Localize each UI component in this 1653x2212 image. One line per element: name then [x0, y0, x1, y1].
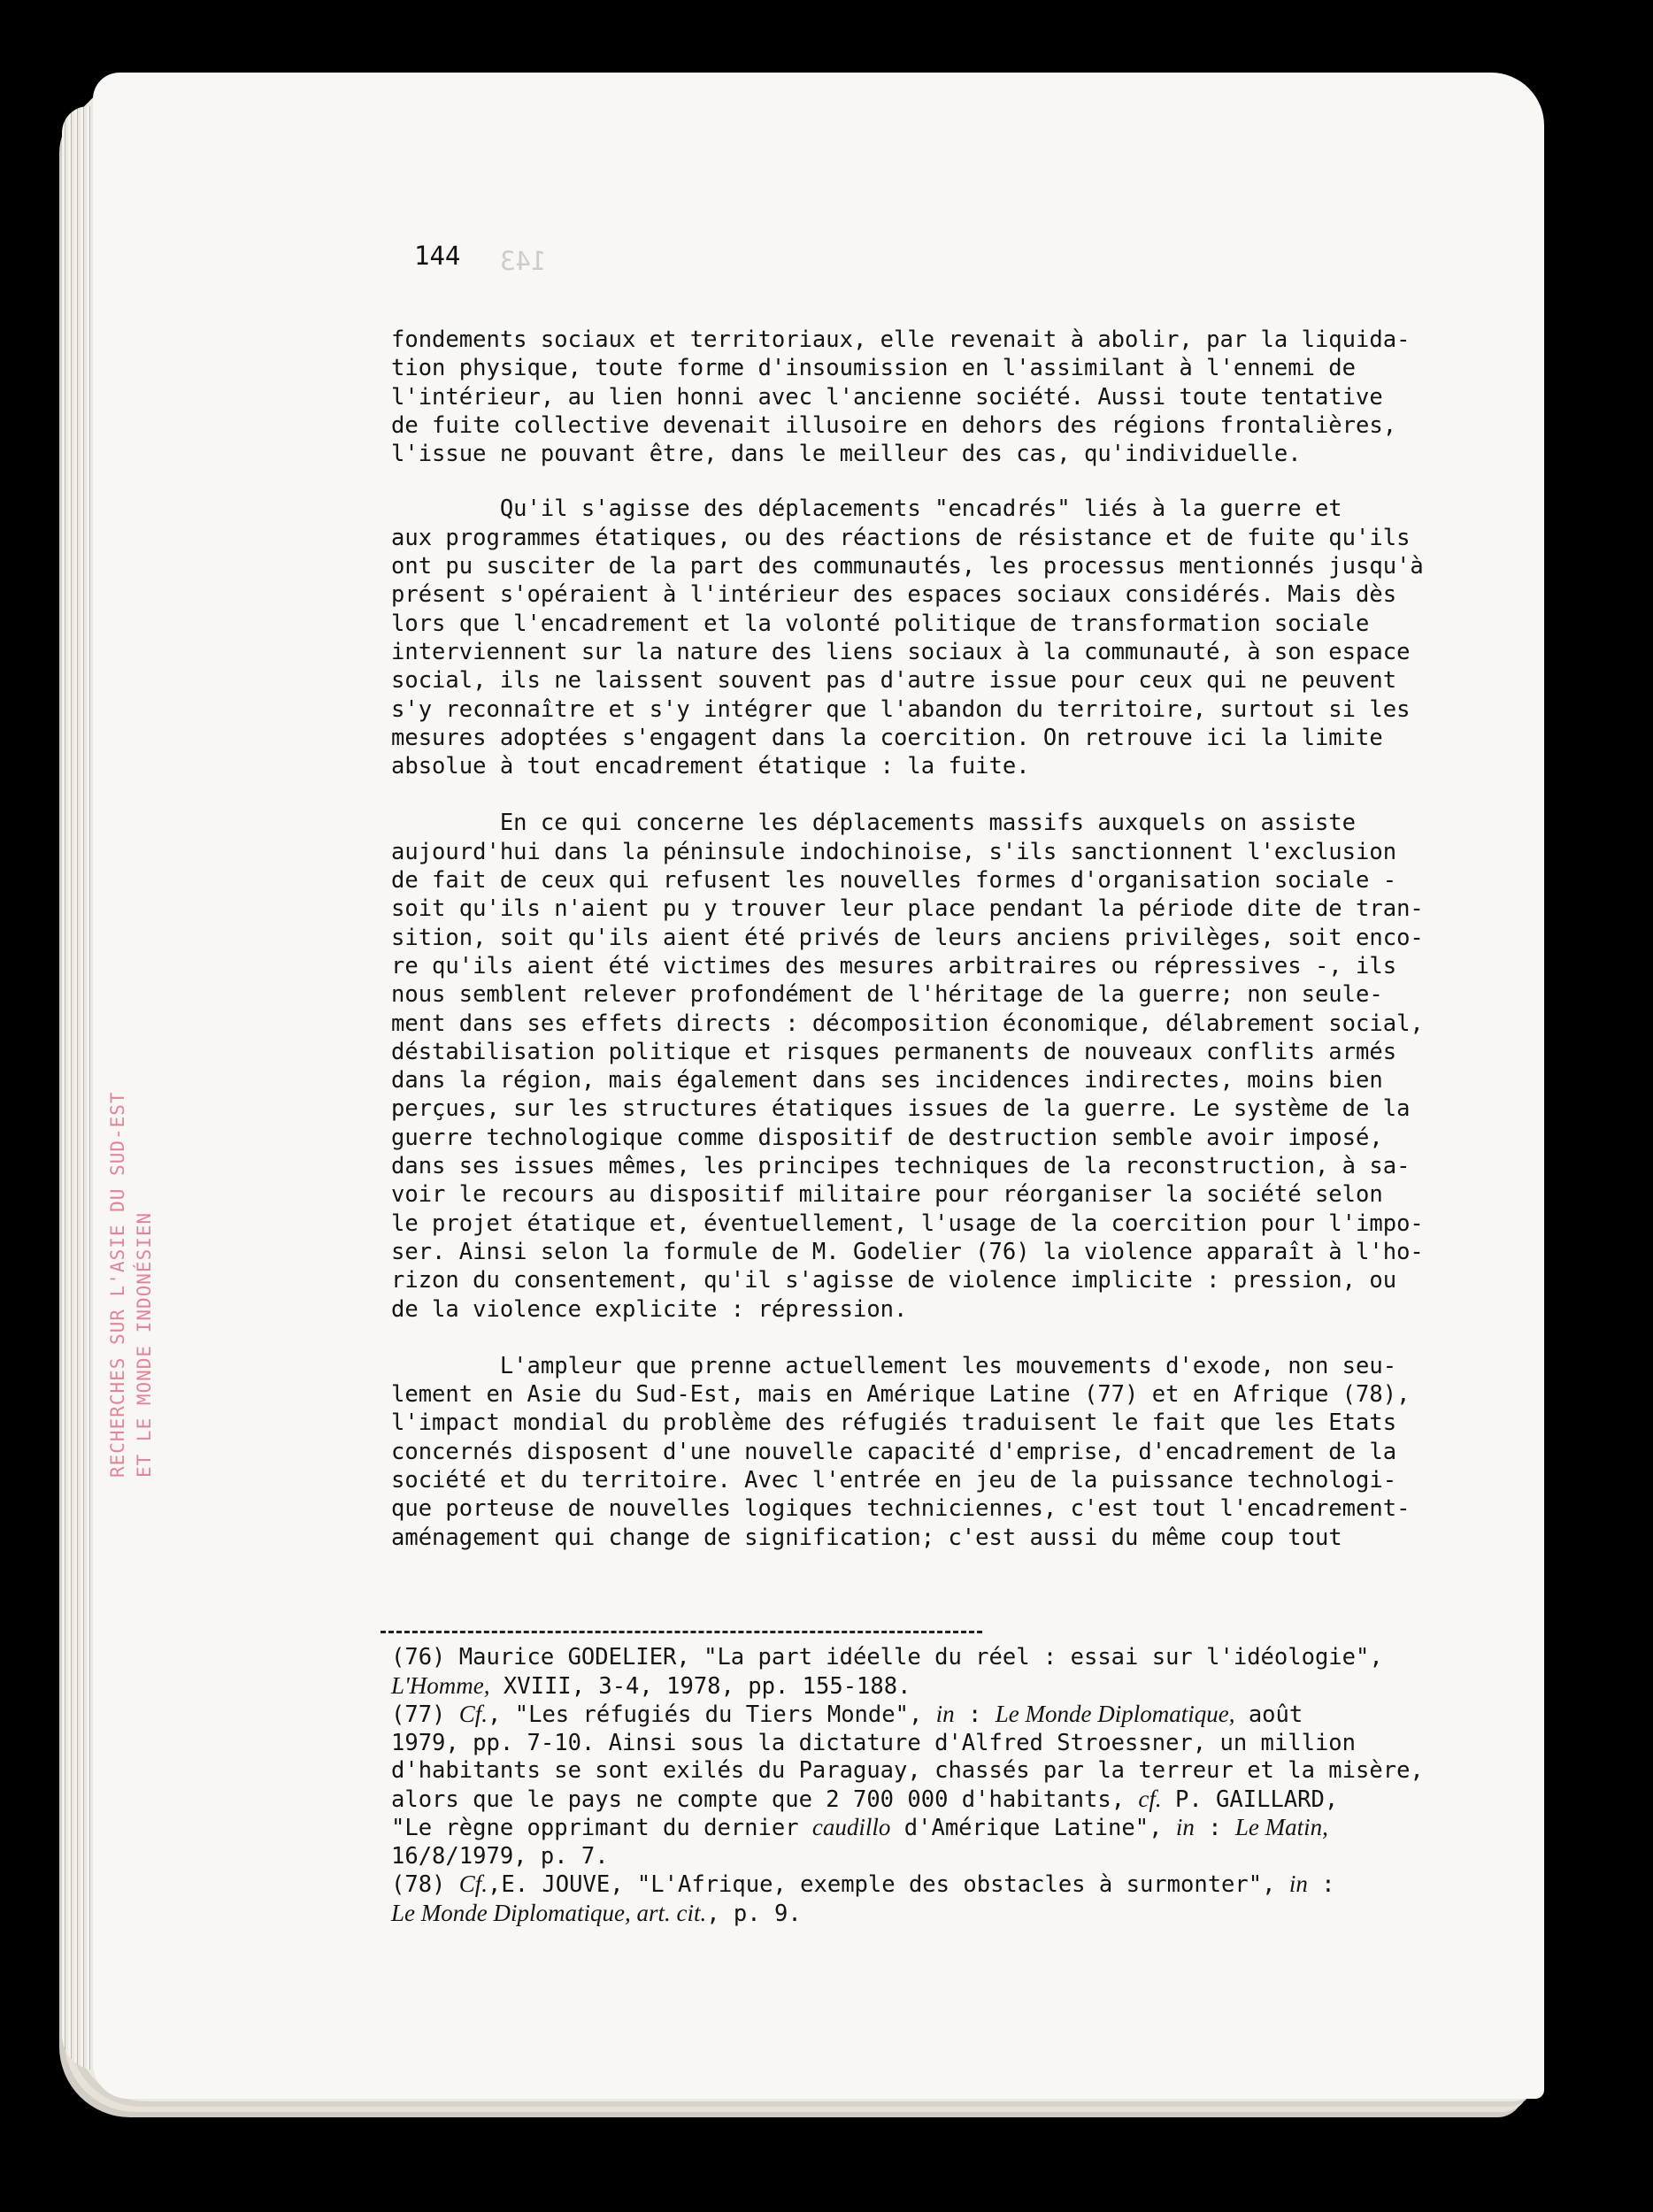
footnote-text: P. GAILLARD, [1161, 1786, 1339, 1813]
footnote-italic: caudillo [811, 1814, 891, 1840]
line: mesures adoptées s'engagent dans la coercition. On retrouve ici la limite [391, 724, 1383, 751]
footnote-76 [391, 1644, 1488, 1701]
footnote-77 [391, 1701, 1488, 1870]
journal-title: Le Monde Diplomatique, art. cit. [391, 1899, 707, 1926]
footnote-line: d'habitants se sont exilés du Paraguay, chassés par la terreur et la misère, [391, 1757, 1424, 1784]
line: l'impact mondial du problème des réfugiés traduisent le fait que les Etats [391, 1409, 1397, 1437]
footnotes [391, 1644, 1488, 1928]
line: En ce qui concerne les déplacements massifs auxquels on assiste [391, 810, 1357, 837]
footnote-italic: cf. [1138, 1785, 1162, 1812]
line: sition, soit qu'ils aient été privés de leurs anciens privilèges, soit enco- [391, 924, 1424, 951]
line: société et du territoire. Avec l'entrée en jeu de la puissance technologi- [391, 1466, 1397, 1494]
line: voir le recours au dispositif militaire pour réorganiser la société selon [391, 1181, 1383, 1209]
line: de fuite collective devenait illusoire en dehors des régions frontalières, [391, 411, 1397, 439]
line: absolue à tout encadrement étatique : la fuite. [391, 753, 1030, 780]
line: tion physique, toute forme d'insoumission en l'assimilant à l'ennemi de [391, 355, 1357, 382]
line: déstabilisation politique et risques permanents de nouveaux conflits armés [391, 1038, 1397, 1065]
line: de fait de ceux qui refusent les nouvelles formes d'organisation sociale - [391, 867, 1397, 895]
line: dans ses issues mêmes, les principes techniques de la reconstruction, à sa- [391, 1153, 1411, 1180]
line: que porteuse de nouvelles logiques techniciennes, c'est tout l'encadrement- [391, 1495, 1411, 1523]
footnote-text: "Le règne opprimant du dernier [391, 1815, 812, 1841]
line: ser. Ainsi selon la formule de M. Godelier (76) la violence apparaît à l'ho- [391, 1238, 1424, 1265]
line: lement en Asie du Sud-Est, mais en Amérique Latine (77) et en Afrique (78), [391, 1381, 1411, 1409]
line: aux programmes étatiques, ou des réactions de résistance et de fuite qu'ils [391, 524, 1411, 551]
line: soit qu'ils n'aient pu y trouver leur place pendant la période dite de tran- [391, 895, 1424, 923]
footnote-text: , p. 9. [706, 1900, 802, 1927]
stamp-line-2: ET LE MONDE INDONÉSIEN [134, 1211, 155, 1478]
bleed-through-page-number: 143 [500, 246, 547, 276]
line: perçues, sur les structures étatiques issues de la guerre. Le système de la [391, 1095, 1411, 1123]
line: lors que l'encadrement et la volonté politique de transformation sociale [391, 610, 1370, 637]
footnote-text: : [1194, 1815, 1235, 1841]
footnote-divider [381, 1631, 982, 1633]
footnote-text: alors que le pays ne compte que 2 700 000 d'habitants, [391, 1786, 1139, 1813]
paragraph-2 [391, 495, 1488, 780]
line: l'issue ne pouvant être, dans le meilleur des cas, qu'individuelle. [391, 441, 1302, 468]
footnote-text: ,E. JOUVE, "L'Afrique, exemple des obstacles à surmonter", [488, 1871, 1289, 1898]
footnote-text: août [1234, 1701, 1303, 1728]
journal-title: Le Monde Diplomatique, [995, 1701, 1235, 1727]
journal-title: L'Homme, [391, 1671, 490, 1699]
footnote-italic: in [935, 1701, 955, 1727]
page-number: 144 [414, 241, 461, 271]
footnote-text: d'Amérique Latine", [890, 1815, 1176, 1841]
footnote-italic: in [1175, 1814, 1195, 1840]
footnote-text: (77) [391, 1701, 459, 1728]
paragraph-3 [391, 809, 1488, 1323]
stamp-line-1: RECHERCHES SUR L'ASIE DU SUD-EST [107, 1091, 128, 1478]
footnote-line: 16/8/1979, p. 7. [391, 1842, 609, 1870]
footnote-text: : [1307, 1871, 1335, 1898]
journal-title: Le Matin, [1234, 1814, 1328, 1840]
line: nous semblent relever profondément de l'héritage de la guerre; non seule- [391, 981, 1383, 1009]
line: ont pu susciter de la part des communautés, les processus mentionnés jusqu'à [391, 553, 1424, 580]
line: ment dans ses effets directs : décomposition économique, délabrement social, [391, 1010, 1424, 1037]
body-text [391, 326, 1488, 1580]
line: social, ils ne laissent souvent pas d'autre issue pour ceux qui ne peuvent [391, 667, 1397, 695]
paragraph-1 [391, 326, 1488, 468]
footnote-line: (76) Maurice GODELIER, "La part idéelle du réel : essai sur l'idéologie", [391, 1644, 1383, 1671]
footnote-text: : [954, 1701, 996, 1728]
footnote-78 [391, 1870, 1488, 1928]
line: guerre technologique comme dispositif de destruction semble avoir imposé, [391, 1124, 1383, 1151]
footnote-text: , "Les réfugiés du Tiers Monde", [488, 1701, 936, 1728]
paragraph-4 [391, 1352, 1488, 1552]
footnote-italic: Cf. [458, 1870, 488, 1897]
footnote-italic: Cf. [458, 1701, 488, 1727]
footnote-text: (78) [391, 1871, 459, 1898]
line: s'y reconnaître et s'y intégrer que l'abandon du territoire, surtout si les [391, 695, 1411, 723]
line: re qu'ils aient été victimes des mesures arbitraires ou répressives -, ils [391, 952, 1397, 979]
line: l'intérieur, au lien honni avec l'ancienne société. Aussi toute tentative [391, 383, 1383, 411]
line: aménagement qui change de signification; c'est aussi du même coup tout [391, 1524, 1342, 1551]
footnote-line: 1979, pp. 7-10. Ainsi sous la dictature d'Alfred Stroessner, un million [391, 1729, 1357, 1756]
line: aujourd'hui dans la péninsule indochinoise, s'ils sanctionnent l'exclusion [391, 838, 1397, 865]
line: rizon du consentement, qu'il s'agisse de violence implicite : pression, ou [391, 1267, 1397, 1294]
line: présent s'opéraient à l'intérieur des espaces sociaux considérés. Mais dès [391, 581, 1397, 609]
page-edges [62, 106, 97, 2070]
footnote-line: XVIII, 3-4, 1978, pp. 155-188. [489, 1672, 911, 1700]
line: Qu'il s'agisse des déplacements "encadrés" liés à la guerre et [391, 495, 1342, 523]
line: interviennent sur la nature des liens sociaux à la communauté, à son espace [391, 638, 1411, 665]
footnote-italic: in [1288, 1870, 1308, 1897]
line: dans la région, mais également dans ses incidences indirectes, moins bien [391, 1067, 1383, 1094]
library-stamp [104, 947, 184, 1478]
line: L'ampleur que prenne actuellement les mouvements d'exode, non seu- [391, 1352, 1397, 1379]
line: concernés disposent d'une nouvelle capacité d'emprise, d'encadrement de la [391, 1438, 1397, 1465]
line: fondements sociaux et territoriaux, elle revenait à abolir, par la liquida- [391, 326, 1411, 353]
line: de la violence explicite : répression. [391, 1295, 908, 1323]
line: le projet étatique et, éventuellement, l'usage de la coercition pour l'impo- [391, 1210, 1424, 1237]
